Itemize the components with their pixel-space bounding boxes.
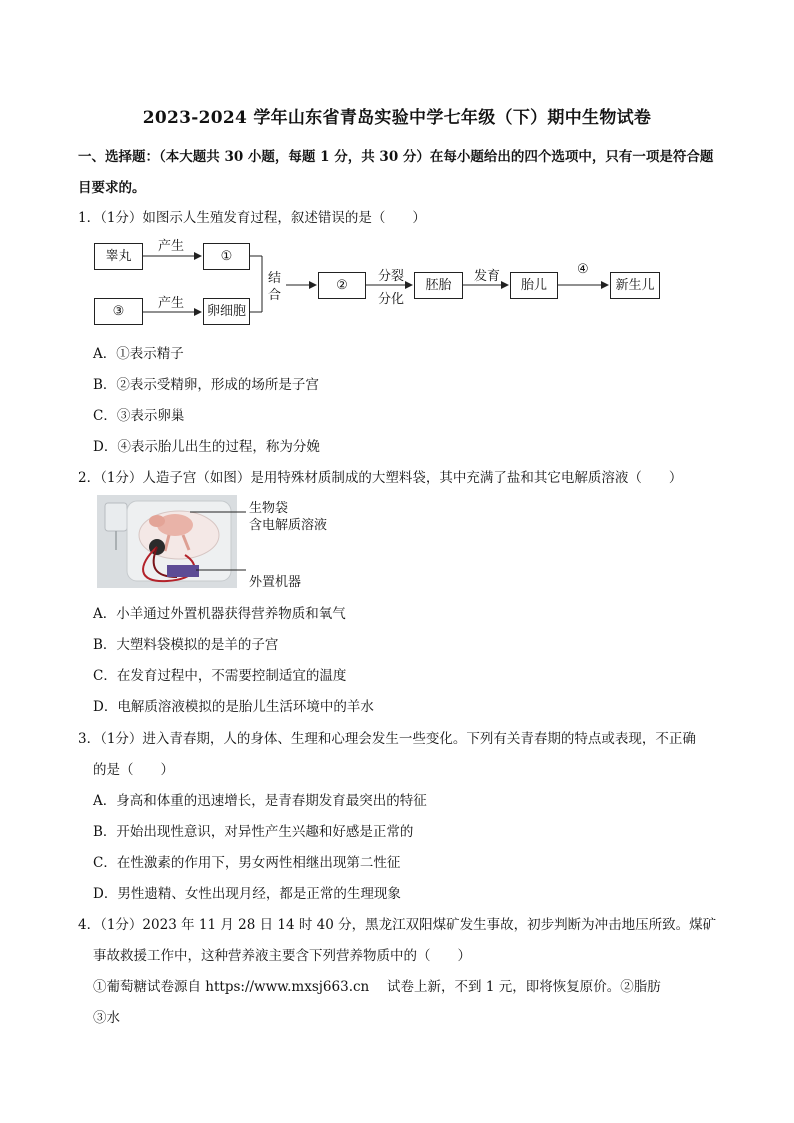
q1-stem: 1．（1分）如图示人生殖发育过程，叙述错误的是（ ） <box>78 210 426 226</box>
combine-label-top: 结 <box>268 271 282 286</box>
combine-label-bottom: 合 <box>268 288 282 303</box>
q3-option-b: B．开始出现性意识，对异性产生兴趣和好感是正常的 <box>93 824 414 840</box>
section-heading-line1: 一、选择题：（本大题共 30 小题，每题 1 分，共 30 分）在每小题给出的四个选项中，只有一项是符合题 <box>78 149 714 165</box>
q1-option-d: D．④表示胎儿出生的过程，称为分娩 <box>93 439 320 455</box>
machine-label: 外置机器 <box>249 575 302 590</box>
q4-stem-line1: 4．（1分）2023 年 11 月 28 日 14 时 40 分，黑龙江双阳煤矿发生事故，初步判断为冲击地压所致。煤矿 <box>78 917 717 933</box>
embryo-box: 胚胎 <box>414 272 463 299</box>
q2-option-b: B．大塑料袋模拟的是羊的子宫 <box>93 637 279 653</box>
produce-label-2: 产生 <box>158 296 185 311</box>
q4-line3: ①葡萄糖试卷源自 https://www.mxsj663.cn 试卷上新，不到 1 元，即将恢复原价。②脂肪 <box>93 979 661 995</box>
q4-stem-line2: 事故救援工作中，这种营养液主要含下列营养物质中的（ ） <box>93 948 471 964</box>
q2-stem: 2．（1分）人造子宫（如图）是用特殊材质制成的大塑料袋，其中充满了盐和其它电解质溶液（ ） <box>78 470 683 486</box>
birth-label: ④ <box>577 262 589 277</box>
produce-label-1: 产生 <box>158 239 185 254</box>
q1-option-b: B．②表示受精卵，形成的场所是子宫 <box>93 377 319 393</box>
q3-option-a: A．身高和体重的迅速增长，是青春期发育最突出的特征 <box>93 793 427 809</box>
q2-option-d: D．电解质溶液模拟的是胎儿生活环境中的羊水 <box>93 699 374 715</box>
artificial-womb-photo <box>97 495 237 588</box>
q2-option-a: A．小羊通过外置机器获得营养物质和氧气 <box>93 606 346 622</box>
bag-label: 生物袋 <box>249 501 289 516</box>
section-heading-line2: 目要求的。 <box>78 180 146 196</box>
solution-label: 含电解质溶液 <box>249 518 328 533</box>
divide-label: 分裂 <box>378 269 405 284</box>
page-title: 2023-2024 学年山东省青岛实验中学七年级（下）期中生物试卷 <box>142 108 652 128</box>
q4-line4: ③水 <box>93 1010 120 1026</box>
testis-box: 睾丸 <box>94 243 143 270</box>
q3-option-c: C．在性激素的作用下，男女两性相继出现第二性征 <box>93 855 401 871</box>
q3-stem-line1: 3．（1分）进入青春期，人的身体、生理和心理会发生一些变化。下列有关青春期的特点或表现，不正确 <box>78 731 696 747</box>
q2-option-c: C．在发育过程中，不需要控制适宜的温度 <box>93 668 347 684</box>
zygote-box: ② <box>318 272 366 299</box>
newborn-box: 新生儿 <box>610 272 660 299</box>
differentiate-label: 分化 <box>378 292 405 307</box>
develop-label: 发育 <box>474 269 501 284</box>
q1-option-c: C．③表示卵巢 <box>93 408 185 424</box>
sperm-box: ① <box>203 243 250 270</box>
ovary-box: ③ <box>94 298 143 325</box>
fetus-box: 胎儿 <box>510 272 558 299</box>
q1-option-a: A．①表示精子 <box>93 346 184 362</box>
egg-box: 卵细胞 <box>203 298 250 325</box>
q3-stem-line2: 的是（ ） <box>93 762 174 778</box>
q3-option-d: D．男性遗精、女性出现月经，都是正常的生理现象 <box>93 886 401 902</box>
